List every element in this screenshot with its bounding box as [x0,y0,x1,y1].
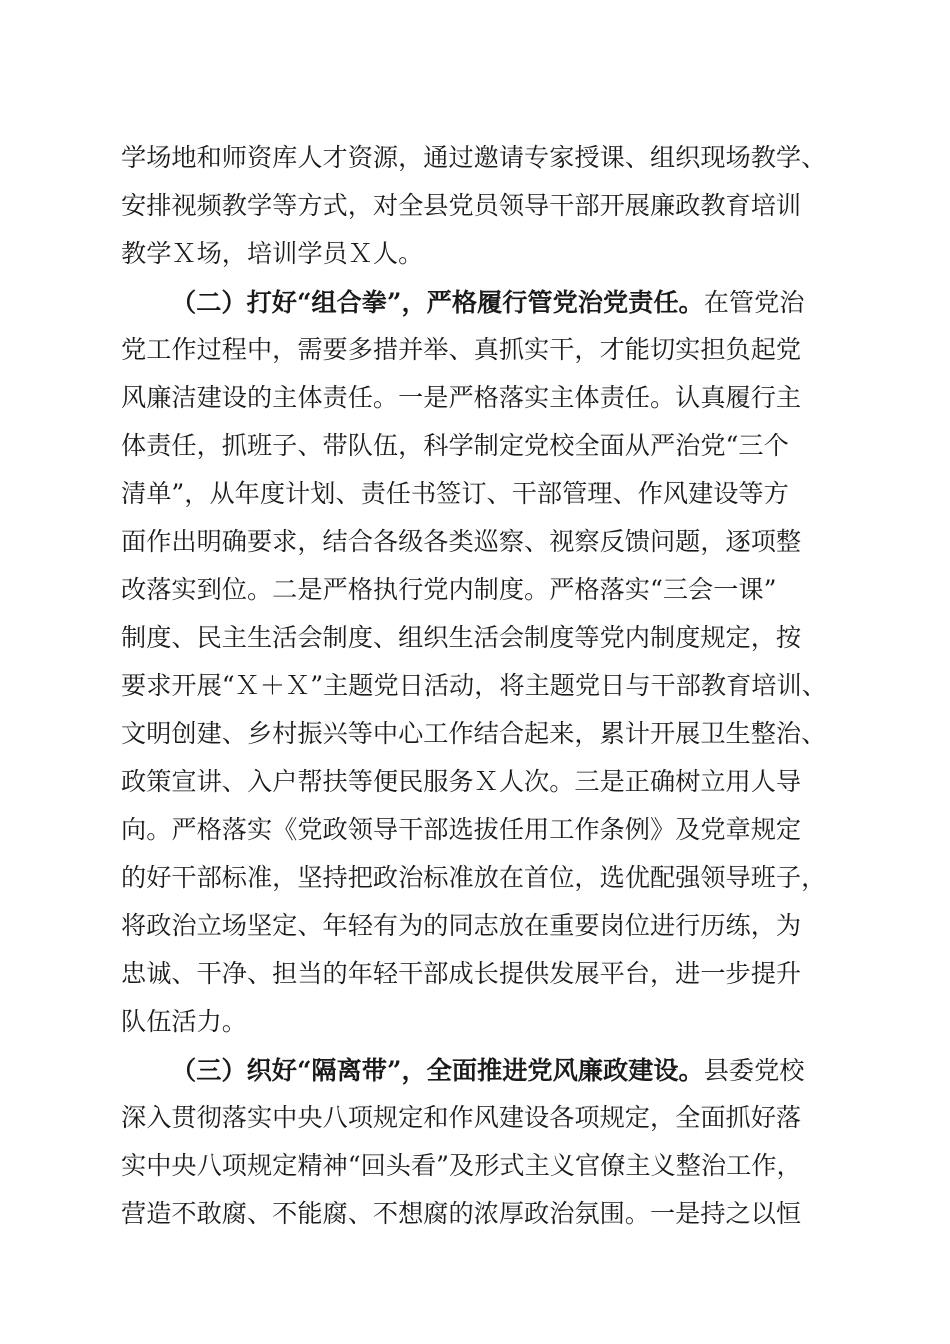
body-text: 县委党校 [703,1056,805,1085]
body-text-line: 体责任，抓班子、带队伍，科学制定党校全面从严治党“三个 [121,431,789,460]
body-text-line: 将政治立场坚定、年轻有为的同志放在重要岗位进行历练，为 [121,911,802,940]
body-text-line: 教学Ｘ场，培训学员Ｘ人。 [121,239,424,268]
body-text: 在管党治 [703,288,805,317]
body-text-line: 党工作过程中，需要多措并举、真抓实干，才能切实担负起党 [121,335,802,364]
body-text-line: 营造不敢腐、不能腐、不想腐的浓厚政治氛围。一是持之以恒 [121,1199,802,1228]
body-text-line: 安排视频教学等方式，对全县党员领导干部开展廉政教育培训 [121,191,802,220]
paragraph-first-line [171,282,804,322]
body-text-line: 面作出明确要求，结合各级各类巡察、视察反馈问题，逐项整 [121,527,802,556]
section-heading: （二）打好“组合拳”，严格履行管党治党责任。 [171,287,704,317]
body-text-line: 深入贯彻落实中央八项规定和作风建设各项规定，全面抓好落 [121,1103,802,1132]
body-text-line: 制度、民主生活会制度、组织生活会制度等党内制度规定，按 [121,623,802,652]
body-text-line: 要求开展“Ｘ＋Ｘ”主题党日活动，将主题党日与干部教育培训、 [121,671,827,700]
body-text-line: 实中央八项规定精神“回头看”及形式主义官僚主义整治工作， [121,1151,802,1180]
body-text-line: 改落实到位。二是严格执行党内制度。严格落实“三会一课” [121,575,777,604]
body-text-line: 风廉洁建设的主体责任。一是严格落实主体责任。认真履行主 [121,383,802,412]
body-text-line: 政策宣讲、入户帮扶等便民服务Ｘ人次。三是正确树立用人导 [121,767,802,796]
body-text-line: 队伍活力。 [121,1007,247,1036]
body-text-line: 忠诚、干净、担当的年轻干部成长提供发展平台，进一步提升 [121,959,802,988]
section-heading: （三）织好“隔离带”，全面推进党风廉政建设。 [171,1055,704,1085]
body-text-line: 向。严格落实《党政领导干部选拔任用工作条例》及党章规定 [121,815,802,844]
paragraph-first-line [171,1050,804,1090]
body-text-line: 学场地和师资库人才资源，通过邀请专家授课、组织现场教学、 [121,143,827,172]
body-text-line: 文明创建、乡村振兴等中心工作结合起来，累计开展卫生整治、 [121,719,827,748]
body-text-line: 清单”，从年度计划、责任书签订、干部管理、作风建设等方 [121,479,789,508]
body-text-line: 的好干部标准，坚持把政治标准放在首位，选优配强领导班子， [121,863,827,892]
